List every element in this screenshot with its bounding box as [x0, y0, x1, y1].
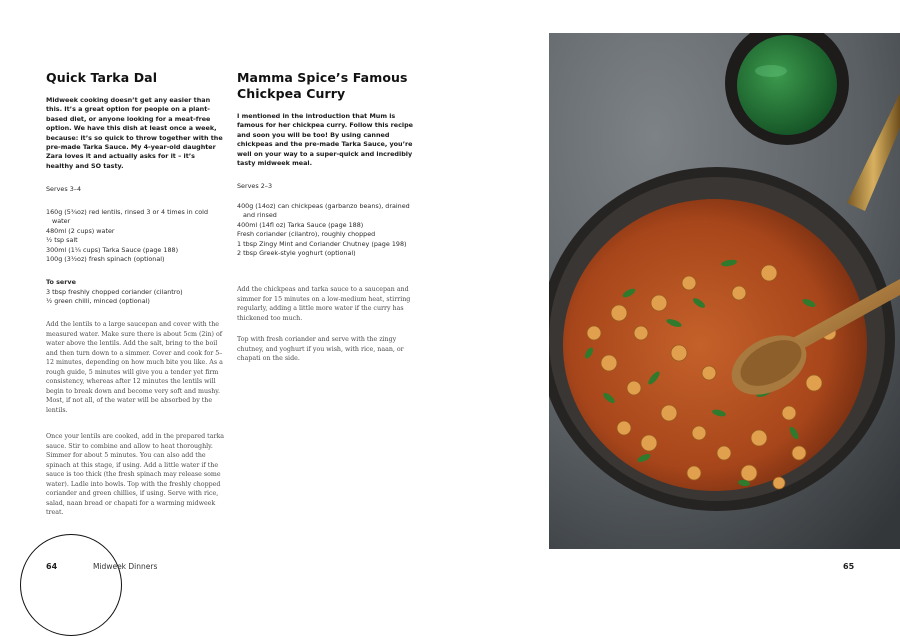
method-paragraph: Add the chickpeas and tarka sauce to a saucepan and simmer for 15 minutes on a low-medium heat, stirring regularly, adding a little more water if the curry has thickened too much.	[237, 286, 411, 322]
ingredient-item: 1 tbsp Zingy Mint and Coriander Chutney (page 198)	[237, 239, 407, 248]
ingredient-item: 300ml (1¼ cups) Tarka Sauce (page 188)	[46, 245, 179, 254]
decorative-arc	[20, 534, 122, 636]
ingredient-item: 2 tbsp Greek-style yoghurt (optional)	[237, 249, 356, 258]
recipe-intro: I mentioned in the introduction that Mum is famous for her chickpea curry. Follow this recipe and soon you will be too! By using canned chickpeas and the pre-made Tarka Sauce, you’re well on your way to a super-quick and incredibly tasty midweek meal.	[237, 112, 414, 168]
recipe-title: Quick Tarka Dal	[46, 70, 158, 85]
ingredient-item: ½ tsp salt	[46, 236, 78, 245]
page-number: 64	[46, 562, 58, 571]
serves-text: Serves 3–4	[46, 185, 82, 193]
chickpea-curry-photo	[549, 33, 900, 549]
curry-pan-illustration	[549, 33, 900, 549]
method-paragraph: Once your lentils are cooked, add in the prepared tarka sauce. Stir to combine and allow to heat thoroughly. Simmer for about 5 minutes. You can also add the spinach at this stage, if using. Add a little water if the sauce is too thick (the fresh spinach may release some water). Ladle into bowls. Top with the freshly chopped coriander and green chillies, if using. Serve with rice, salad, naan bread or chapati for a warming midweek treat.	[46, 433, 225, 516]
ingredient-item: Fresh coriander (cilantro), roughly chopped	[237, 230, 376, 239]
ingredient-item: 400g (14oz) can chickpeas (garbanzo beans), drained and rinsed	[237, 202, 410, 220]
recipe-title: Mamma Spice’s Famous Chickpea Curry	[237, 70, 408, 101]
ingredient-list	[46, 208, 226, 264]
ingredient-item: 480ml (2 cups) water	[46, 226, 115, 235]
curry	[563, 199, 867, 491]
chutney	[737, 35, 837, 135]
method-paragraph: Add the lentils to a large saucepan and cover with the measured water. Make sure there is about 5cm (2in) of water above the lentils. Add the salt, bring to the boil and then turn down to a simmer. Cover and cook for 5–12 minutes, depending on how much bite you like. As a rough guide, 5 minutes will give you a tender yet firm consistency, whereas after 12 minutes the lentils will begin to break down and become very soft and mushy. Most, if not all, of the water will be absorbed by the lentils.	[46, 321, 223, 414]
ingredient-item: 3 tbsp freshly chopped coriander (cilantro)	[46, 288, 183, 296]
to-serve-heading: To serve	[46, 278, 76, 286]
serves-text: Serves 2–3	[237, 182, 273, 190]
page-number: 65	[843, 562, 855, 571]
section-name: Midweek Dinners	[93, 562, 158, 571]
to-serve-list	[46, 288, 226, 307]
ingredient-item: 100g (3½oz) fresh spinach (optional)	[46, 255, 165, 264]
ingredient-item: 160g (5¾oz) red lentils, rinsed 3 or 4 times in cold water	[46, 208, 209, 226]
recipe-intro: Midweek cooking doesn’t get any easier than this. It’s a great option for people on a plant-based diet, or anyone looking for a meat-free option. We have this dish at least once a week, because: it’s so quick to throw together with the pre-made Tarka Sauce. My 4-year-old daughter Zara loves it and actually asks for it – it’s healthy and SO tasty.	[46, 96, 223, 170]
ingredient-item: ½ green chilli, minced (optional)	[46, 297, 150, 306]
ingredient-list	[237, 202, 421, 258]
method-paragraph: Top with fresh coriander and serve with the zingy chutney, and yoghurt if you wish, with rice, naan, or chapati on the side.	[237, 336, 404, 362]
left-page	[0, 0, 450, 597]
ingredient-item: 400ml (14fl oz) Tarka Sauce (page 188)	[237, 220, 364, 229]
